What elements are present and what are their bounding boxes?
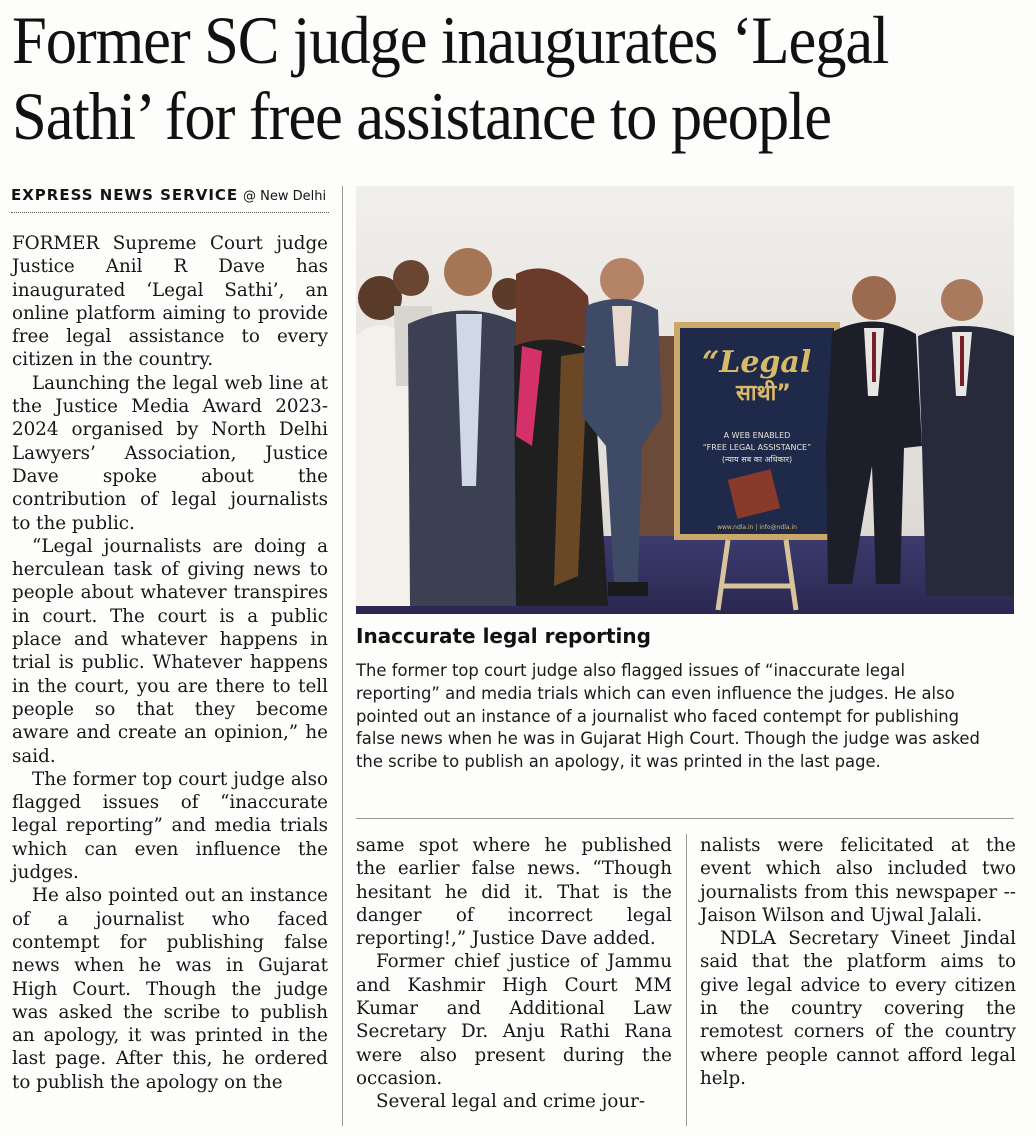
board-subtitle-3: (न्याय सब का अधिकार): [721, 455, 793, 464]
paragraph: FORMER Supreme Court judge Justice Anil R Dave has inaugurated ‘Legal Sathi’, an online platform aiming to provide free legal assistance to every citizen in the country.: [12, 233, 328, 371]
board-title-2: साथी”: [736, 381, 791, 406]
headline-line-1: Former SC judge inaugurates ‘Legal: [12, 2, 889, 78]
paragraph: same spot where he published the earlier false news. “Though hesitant he did it. That is the danger of incorrect legal reporting!,” Justice Dave added.: [356, 835, 672, 950]
byline: [11, 184, 329, 213]
board-subtitle-1: A WEB ENABLED: [723, 431, 791, 440]
article-column-3: [700, 834, 1016, 1090]
caption-heading: Inaccurate legal reporting: [356, 624, 651, 648]
headline: [12, 2, 941, 154]
event-photo: [356, 186, 1014, 614]
paragraph: Former chief justice of Jammu and Kashmir High Court MM Kumar and Additional Law Secretary Dr. Anju Rathi Rana were also present during the occasion.: [356, 951, 672, 1089]
paragraph: NDLA Secretary Vineet Jindal said that the platform aims to give legal advice to every citizen in the country covering the remotest corners of the country where people cannot afford legal help.: [700, 928, 1016, 1089]
caption-body: The former top court judge also flagged issues of “inaccurate legal reporting” and media trials which can even influence the judges. He also pointed out an instance of a journalist who faced contempt for publishing false news when he was in Gujarat High Court. Though the judge was asked the scribe to publish an apology, it was printed in the last page.: [356, 661, 980, 772]
byline-location: @ New Delhi: [242, 189, 327, 204]
board-footer: www.ndla.in | info@ndla.in: [717, 524, 797, 531]
column-divider: [342, 186, 343, 1126]
paragraph: “Legal journalists are doing a herculean task of giving news to people about whatever transpires in court. The court is a public place and whatever happens in trial is public. Whatever happens in the court, you are there to tell people so that they become aware and create an opinion,” he said.: [12, 535, 328, 767]
column-divider: [686, 834, 687, 1126]
paragraph: nalists were felicitated at the event which also included two journalists from this newspaper -- Jaison Wilson and Ujwal Jalali.: [700, 835, 1016, 926]
byline-agency: EXPRESS NEWS SERVICE: [11, 186, 239, 204]
paragraph: Launching the legal web line at the Justice Media Award 2023-2024 organised by North Delhi Lawyers’ Association, Justice Dave spoke about the contribution of legal journalists to the public.: [12, 372, 328, 534]
paragraph: He also pointed out an instance of a journalist who faced contempt for publishing false news when he was in Gujarat High Court. Though the judge was asked the scribe to publish an apology, it was printed in the last page. After this, he ordered to publish the apology on the: [12, 885, 328, 1093]
board-subtitle-2: “FREE LEGAL ASSISTANCE”: [702, 443, 812, 452]
board-title-1: “Legal: [702, 345, 812, 380]
caption-divider: [356, 818, 1014, 819]
paragraph: Several legal and crime jour-: [376, 1091, 646, 1113]
paragraph: The former top court judge also flagged issues of “inaccurate legal reporting” and media trials which can even influence the judges.: [12, 768, 328, 884]
article-column-1: [12, 232, 328, 1094]
article-column-2: [356, 834, 672, 1114]
headline-line-2: Sathi’ for free assistance to people: [12, 78, 831, 154]
